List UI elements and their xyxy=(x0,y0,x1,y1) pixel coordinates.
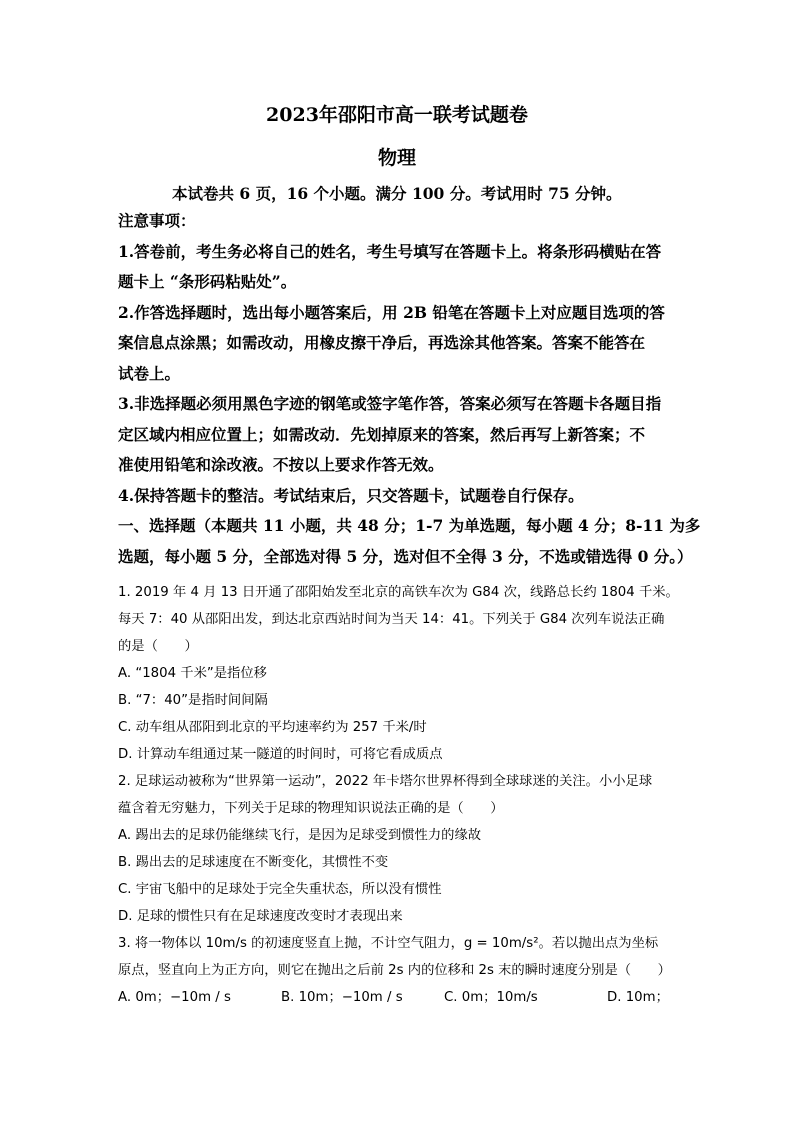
notice-title: 注意事项： xyxy=(118,211,196,230)
section-heading-line-2: 选题，每小题 5 分，全部选对得 5 分，选对但不全得 3 分，不选或错选得 0 分。） xyxy=(118,546,693,566)
q1-option-c: C. 动车组从邵阳到北京的平均速率约为 257 千米/时 xyxy=(118,720,427,735)
q2-option-b: B. 踢出去的足球速度在不断变化，其惯性不变 xyxy=(118,855,389,870)
q3-option-d: D. 10m； xyxy=(607,990,669,1005)
notice-3-line-2: 定区域内相应位置上；如需改动．先划掉原来的答案，然后再写上新答案；不 xyxy=(118,424,646,444)
question-1 xyxy=(118,579,688,768)
notice-block xyxy=(118,206,701,572)
q1-stem-line-3: 的是（ ） xyxy=(118,639,198,654)
section-heading-line-1: 一、选择题（本题共 11 小题，共 48 分；1-7 为单选题，每小题 4 分；8-11 为多 xyxy=(118,516,701,535)
q2-option-d: D. 足球的惯性只有在足球速度改变时才表现出来 xyxy=(118,909,403,924)
q3-option-a: A. 0m；−10m / s xyxy=(118,990,231,1005)
q2-stem-line-2: 蕴含着无穷魅力，下列关于足球的物理知识说法正确的是（ ） xyxy=(118,801,504,816)
exam-info: 本试卷共 6 页，16 个小题。满分 100 分。考试用时 75 分钟。 xyxy=(172,184,622,203)
notice-2-line-3: 试卷上。 xyxy=(118,363,181,383)
q1-option-a: A. “1804 千米”是指位移 xyxy=(118,666,267,681)
q2-option-a: A. 踢出去的足球仍能继续飞行，是因为足球受到惯性力的缘故 xyxy=(118,828,482,843)
notice-2-line-2: 案信息点涂黑；如需改动，用橡皮擦干净后，再选涂其他答案。答案不能答在 xyxy=(118,333,646,352)
q1-stem-line-2: 每天 7：40 从邵阳出发，到达北京西站时间为当天 14：41。下列关于 G84 次列车说法正确 xyxy=(118,612,665,627)
q3-option-b: B. 10m；−10m / s xyxy=(281,990,403,1005)
q3-options-row xyxy=(118,984,688,1011)
notice-2-line-1: 2.作答选择题时，选出每小题答案后，用 2B 铅笔在答题卡上对应题目选项的答 xyxy=(118,302,665,322)
notice-3-line-1: 3.非选择题必须用黑色字迹的钢笔或签字笔作答，答案必须写在答题卡各题目指 xyxy=(118,394,662,413)
q1-option-d: D. 计算动车组通过某一隧道的时间时，可将它看成质点 xyxy=(118,747,443,762)
notice-1-line-2: 题卡上 “条形码粘贴处”。 xyxy=(118,272,297,291)
notice-1-line-1: 1.答卷前，考生务必将自己的姓名，考生号填写在答题卡上。将条形码横贴在答 xyxy=(118,241,662,261)
q3-stem-line-1: 3. 将一物体以 10m/s 的初速度竖直上抛，不计空气阻力，g = 10m/s²。若以抛出点为坐标 xyxy=(118,936,659,951)
q2-stem-line-1: 2. 足球运动被称为“世界第一运动”，2022 年卡塔尔世界杯得到全球球迷的关注。小小足球 xyxy=(118,774,653,789)
notice-3-line-3: 准使用铅笔和涂改液。不按以上要求作答无效。 xyxy=(118,455,444,474)
exam-title: 2023年邵阳市高一联考试题卷 xyxy=(266,104,528,126)
q1-option-b: B. “7：40”是指时间间隔 xyxy=(118,693,268,708)
q3-stem-line-2: 原点，竖直向上为正方向，则它在抛出之后前 2s 内的位移和 2s 末的瞬时速度分别是（ ） xyxy=(118,963,671,978)
q1-stem-line-1: 1. 2019 年 4 月 13 日开通了邵阳始发至北京的高铁车次为 G84 次，线路总长约 1804 千米。 xyxy=(118,585,679,600)
q3-option-c: C. 0m；10m/s xyxy=(444,990,538,1005)
q2-option-c: C. 宇宙飞船中的足球处于完全失重状态，所以没有惯性 xyxy=(118,882,442,897)
question-2 xyxy=(118,768,688,930)
subject-title: 物理 xyxy=(377,147,416,169)
question-3 xyxy=(118,930,688,1011)
notice-4-line-1: 4.保持答题卡的整洁。考试结束后，只交答题卡，试题卷自行保存。 xyxy=(118,485,584,505)
